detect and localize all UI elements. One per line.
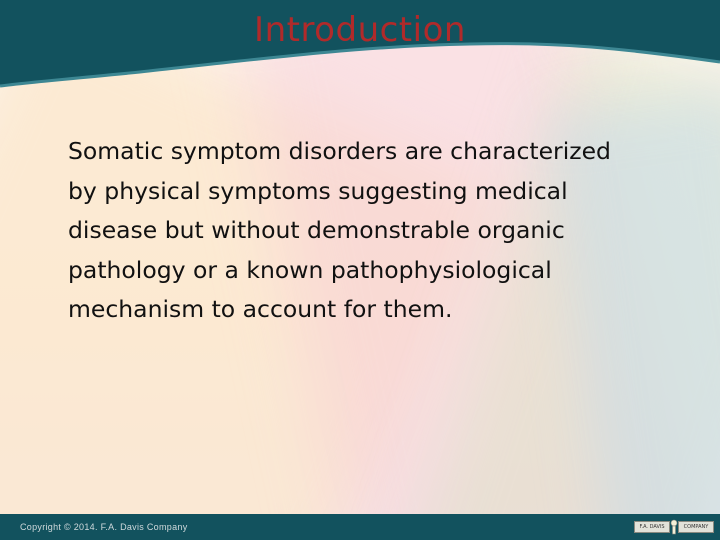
logo-left-plate: F.A. DAVIS	[634, 521, 670, 533]
slide-title: Introduction	[254, 10, 466, 50]
logo-right-plate: COMPANY	[678, 521, 714, 533]
slide-body-text: Somatic symptom disorders are characterized by physical symptoms suggesting medical disease but without demonstrable organic pathology or a known pathophysiological mechanism to account for them.	[68, 137, 611, 323]
footer-bar	[0, 514, 720, 540]
publisher-logo	[634, 519, 714, 535]
title-bar	[0, 0, 720, 100]
footer-copyright: Copyright © 2014. F.A. Davis Company	[20, 522, 188, 532]
